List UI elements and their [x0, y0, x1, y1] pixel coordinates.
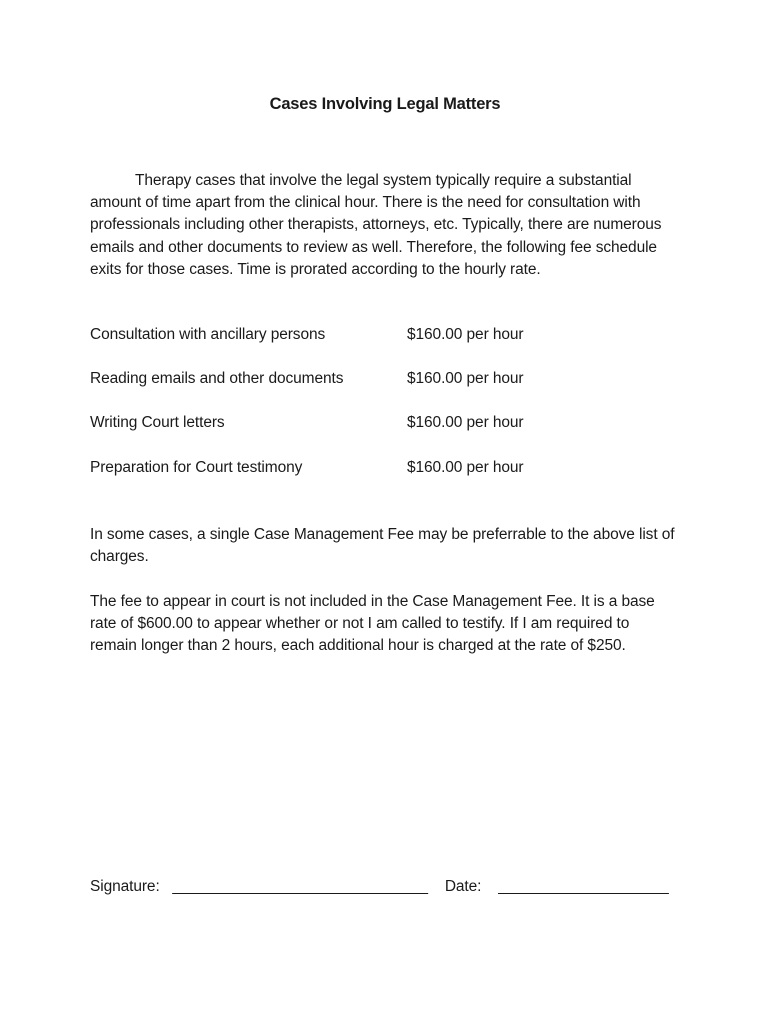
fee-item: Consultation with ancillary persons — [90, 326, 326, 343]
fee-row — [90, 459, 680, 481]
signature-line[interactable]: ______________________________ — [172, 878, 428, 895]
intro-paragraph — [90, 170, 680, 281]
fee-row — [90, 414, 680, 436]
date-label: Date: — [444, 878, 482, 895]
fee-row — [90, 370, 680, 392]
fee-row — [90, 326, 680, 348]
fee-rate: $160.00 per hour — [407, 459, 524, 476]
case-management-paragraph: In some cases, a single Case Management Fee may be preferrable to the above list of charges. — [90, 526, 675, 566]
fee-item: Reading emails and other documents — [90, 370, 344, 387]
court-fee-paragraph: The fee to appear in court is not included in the Case Management Fee. It is a base rate of $600.00 to appear whether or not I am called to testify. If I am required to remain longer than 2 hours, each additional hour is charged at the rate of $250. — [90, 593, 655, 655]
fee-item: Preparation for Court testimony — [90, 459, 303, 476]
fee-rate: $160.00 per hour — [407, 414, 524, 431]
fee-rate: $160.00 per hour — [407, 326, 524, 343]
intro-paragraph-text: Therapy cases that involve the legal system typically require a substantial amount of time apart from the clinical hour. There is the need for consultation with professionals including other therapists, attorneys, etc. Typically, there are numerous emails and other documents to review as well. Therefore, the following fee schedule exits for those cases. Time is prorated according to the hourly rate. — [90, 172, 662, 278]
signature-row — [90, 878, 690, 896]
document-title: Cases Involving Legal Matters — [269, 95, 501, 113]
date-line[interactable]: ____________________ — [498, 878, 669, 895]
fee-rate: $160.00 per hour — [407, 370, 524, 387]
fee-item: Writing Court letters — [90, 414, 225, 431]
signature-label: Signature: — [90, 878, 160, 895]
